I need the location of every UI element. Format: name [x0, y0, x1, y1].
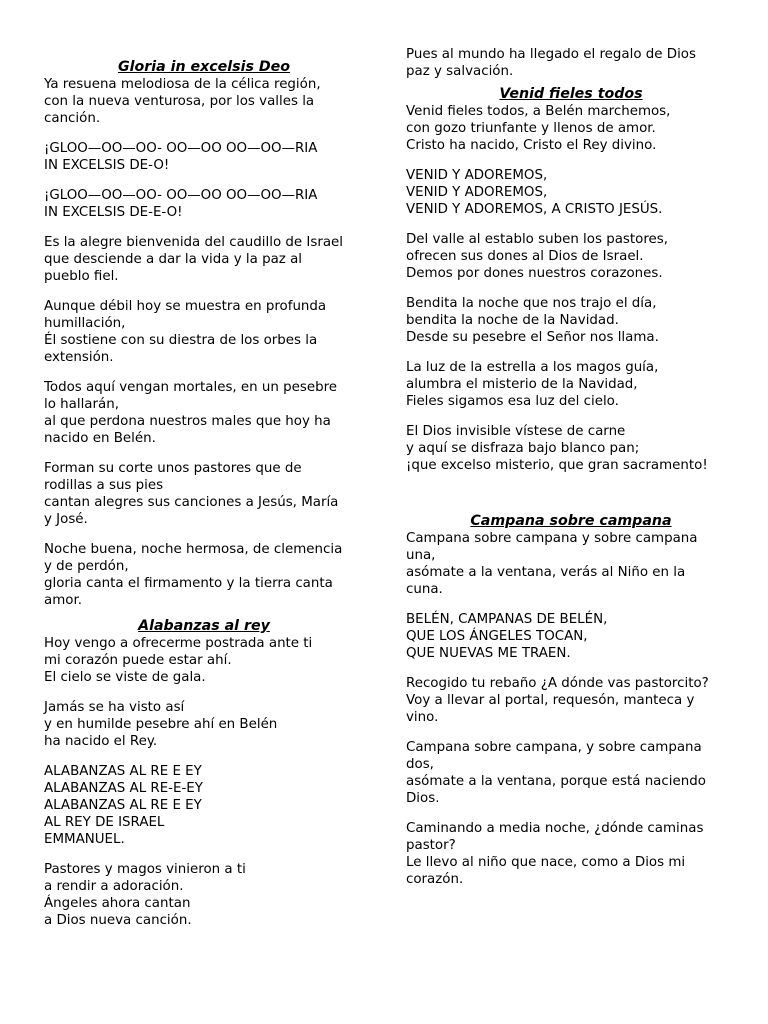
stanza: Pastores y magos vinieron a ti a rendir a adoración. Ángeles ahora cantan a Dios nueva canción.	[44, 862, 246, 928]
chorus: ¡GLOO—OO—OO- OO—OO OO—OO—RIA IN EXCELSIS DE-O!	[44, 141, 318, 173]
stanza: Del valle al establo suben los pastores, ofrecen sus dones al Dios de Israel. Demos por dones nuestros corazones.	[406, 232, 669, 281]
song-title-alabanzas: Alabanzas al rey	[138, 618, 270, 634]
chorus: ¡GLOO—OO—OO- OO—OO OO—OO—RIA IN EXCELSIS DE-E-O!	[44, 188, 318, 220]
stanza: Caminando a media noche, ¿dónde caminas pastor? Le llevo al niño que nace, como a Dios mi corazón.	[406, 821, 704, 887]
stanza: Venid fieles todos, a Belén marchemos, con gozo triunfante y llenos de amor. Cristo ha nacido, Cristo el Rey divino.	[406, 104, 671, 153]
stanza: Noche buena, noche hermosa, de clemencia y de perdón, gloria canta el firmamento y la tierra canta amor.	[44, 542, 343, 608]
stanza: Recogido tu rebaño ¿A dónde vas pastorcito? Voy a llevar al portal, requesón, manteca y vino.	[406, 676, 709, 725]
stanza: Es la alegre bienvenida del caudillo de Israel que desciende a dar la vida y la paz al pueblo fiel.	[44, 235, 343, 284]
continuation-stanza: Pues al mundo ha llegado el regalo de Dios paz y salvación.	[406, 47, 696, 79]
stanza: El Dios invisible vístese de carne y aquí se disfraza bajo blanco pan; ¡que excelso misterio, que gran sacramento!	[406, 424, 708, 473]
stanza: Bendita la noche que nos trajo el día, bendita la noche de la Navidad. Desde su pesebre el Señor nos llama.	[406, 296, 659, 345]
stanza: Campana sobre campana, y sobre campana dos, asómate a la ventana, porque está naciendo Dios.	[406, 740, 706, 806]
song-title-venid: Venid fieles todos	[499, 86, 643, 102]
stanza: Ya resuena melodiosa de la célica región, con la nueva venturosa, por los valles la canción.	[44, 77, 321, 126]
stanza: Forman su corte unos pastores que de rodillas a sus pies cantan alegres sus canciones a Jesús, María y José.	[44, 461, 339, 527]
right-column	[406, 46, 736, 888]
stanza: Jamás se ha visto así y en humilde pesebre ahí en Belén ha nacido el Rey.	[44, 700, 278, 749]
song-title-campana: Campana sobre campana	[470, 513, 672, 529]
chorus: ALABANZAS AL RE E EY ALABANZAS AL RE-E-EY ALABANZAS AL RE E EY AL REY DE ISRAEL EMMANUEL.	[44, 764, 203, 847]
stanza: La luz de la estrella a los magos guía, alumbra el misterio de la Navidad, Fieles sigamos esa luz del cielo.	[406, 360, 659, 409]
stanza: Campana sobre campana y sobre campana una, asómate a la ventana, verás al Niño en la cuna.	[406, 531, 698, 597]
chorus: VENID Y ADOREMOS, VENID Y ADOREMOS, VENID Y ADOREMOS, A CRISTO JESÚS.	[406, 168, 663, 217]
song-title-gloria: Gloria in excelsis Deo	[117, 59, 291, 75]
stanza: Hoy vengo a ofrecerme postrada ante ti mi corazón puede estar ahí. El cielo se viste de gala.	[44, 636, 313, 685]
stanza: Todos aquí vengan mortales, en un pesebre lo hallarán, al que perdona nuestros males que hoy ha nacido en Belén.	[44, 380, 338, 446]
left-column	[44, 58, 364, 929]
stanza: Aunque débil hoy se muestra en profunda humillación, Él sostiene con su diestra de los orbes la extensión.	[44, 299, 327, 365]
chorus: BELÉN, CAMPANAS DE BELÉN, QUE LOS ÁNGELES TOCAN, QUE NUEVAS ME TRAEN.	[406, 612, 608, 661]
